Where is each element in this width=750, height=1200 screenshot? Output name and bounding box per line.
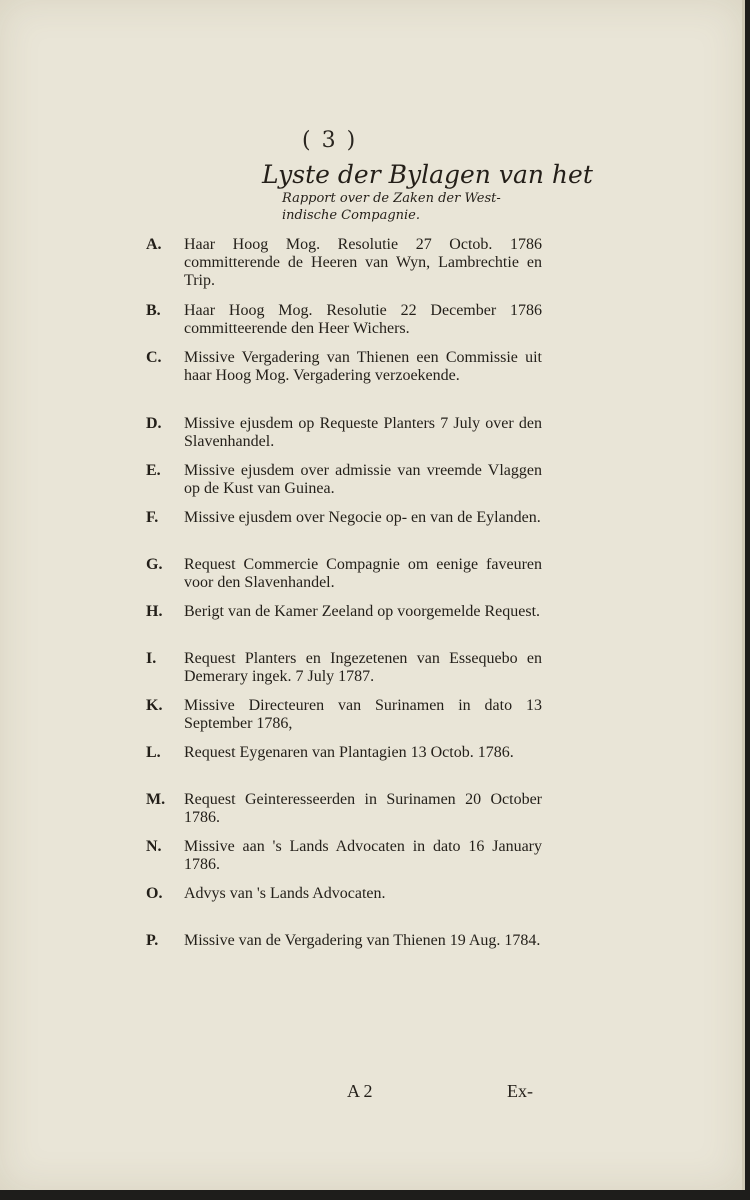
entry-text: Advys van 's Lands Advocaten. bbox=[184, 885, 386, 902]
list-item bbox=[146, 415, 542, 462]
entry-letter: H. bbox=[146, 603, 163, 620]
entry-letter: O. bbox=[146, 885, 163, 902]
list-item bbox=[146, 791, 542, 838]
entry-letter: D. bbox=[146, 415, 162, 432]
entry-letter: F. bbox=[146, 509, 159, 526]
appendix-list bbox=[146, 236, 542, 979]
entry-letter: M. bbox=[146, 791, 166, 808]
list-item bbox=[146, 697, 542, 744]
list-item bbox=[146, 838, 542, 885]
entry-text: Missive ejusdem over Negocie op- en van de Eylanden. bbox=[184, 509, 541, 526]
entry-letter: B. bbox=[146, 302, 161, 319]
entry-letter: N. bbox=[146, 838, 162, 855]
catchword: Ex- bbox=[507, 1081, 533, 1101]
entry-letter: P. bbox=[146, 932, 159, 949]
entry-letter: K. bbox=[146, 697, 163, 714]
list-item bbox=[146, 885, 542, 932]
entry-text: Request Geinteresseerden in Surinamen 20 October 1786. bbox=[184, 791, 542, 826]
entry-text: Missive Vergadering van Thienen een Commissie uit haar Hoog Mog. Vergadering verzoekende. bbox=[184, 349, 542, 384]
list-item bbox=[146, 556, 542, 603]
page-subtitle: Rapport over de Zaken der West-indische Compagnie. bbox=[282, 191, 501, 223]
entry-text: Request Planters en Ingezetenen van Essequebo en Demerary ingek. 7 July 1787. bbox=[184, 650, 542, 685]
entry-letter: I. bbox=[146, 650, 157, 667]
list-item bbox=[146, 302, 542, 349]
list-item bbox=[146, 603, 542, 650]
entry-text: Missive aan 's Lands Advocaten in dato 16 January 1786. bbox=[184, 838, 542, 873]
entry-text: Request Commercie Compagnie om eenige faveuren voor den Slavenhandel. bbox=[184, 556, 542, 591]
entry-text: Missive Directeuren van Surinamen in dato 13 September 1786, bbox=[184, 697, 542, 732]
page-number: ( 3 ) bbox=[302, 128, 358, 153]
entry-letter: C. bbox=[146, 349, 162, 366]
entry-letter: A. bbox=[146, 236, 162, 253]
list-item bbox=[146, 349, 542, 415]
entry-text: Haar Hoog Mog. Resolutie 27 Octob. 1786 committerende de Heeren van Wyn, Lambrechtie en Trip. bbox=[184, 236, 542, 289]
list-item bbox=[146, 509, 542, 556]
entry-letter: G. bbox=[146, 556, 163, 573]
entry-text: Berigt van de Kamer Zeeland op voorgemelde Request. bbox=[184, 603, 541, 620]
title-block bbox=[262, 160, 593, 224]
page-title: Lyste der Bylagen van het bbox=[262, 160, 593, 189]
list-item bbox=[146, 932, 542, 979]
list-item bbox=[146, 462, 542, 509]
entry-text: Haar Hoog Mog. Resolutie 22 December 1786 committeerende den Heer Wichers. bbox=[184, 302, 542, 337]
entry-text: Missive ejusdem op Requeste Planters 7 July over den Slavenhandel. bbox=[184, 415, 542, 450]
entry-letter: E. bbox=[146, 462, 161, 479]
list-item bbox=[146, 744, 542, 791]
entry-text: Missive ejusdem over admissie van vreemde Vlaggen op de Kust van Guinea. bbox=[184, 462, 542, 497]
entry-letter: L. bbox=[146, 744, 161, 761]
entry-text: Missive van de Vergadering van Thienen 19 Aug. 1784. bbox=[184, 932, 541, 949]
list-item bbox=[146, 650, 542, 697]
entry-text: Request Eygenaren van Plantagien 13 Octob. 1786. bbox=[184, 744, 514, 761]
signature-mark: A 2 bbox=[347, 1081, 373, 1101]
list-item bbox=[146, 236, 542, 302]
